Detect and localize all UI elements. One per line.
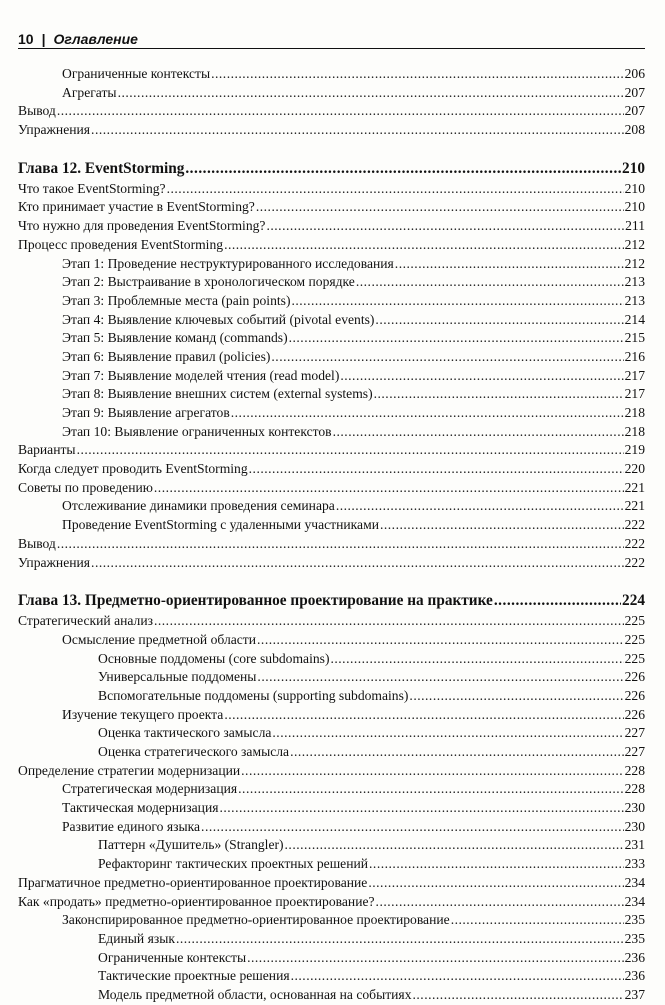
dot-leader <box>271 348 623 367</box>
toc-entry-title: Изучение текущего проекта <box>62 706 224 722</box>
dot-leader <box>368 874 623 893</box>
toc-chapter-entry[interactable] <box>18 590 645 612</box>
toc-entry-title: Упражнения <box>18 554 91 570</box>
dot-leader <box>238 780 623 799</box>
dot-leader <box>340 367 623 386</box>
toc-entry-page: 208 <box>624 122 645 138</box>
toc-entry-title: Этап 2: Выстраивание в хронологическом порядке <box>62 274 355 290</box>
toc-entry-page: 218 <box>624 423 645 439</box>
toc-entry-title: Варианты <box>18 442 76 458</box>
toc-entry[interactable] <box>18 818 645 837</box>
toc-entry-title: Модель предметной области, основанная на событиях <box>98 986 412 1002</box>
toc-entry[interactable] <box>18 180 645 199</box>
toc-entry-title: Что такое EventStorming? <box>18 180 166 196</box>
toc-entry-title: Тактические проектные решения <box>98 968 290 984</box>
toc-entry-title: Глава 12. EventStorming <box>18 159 185 177</box>
dot-leader <box>224 236 624 255</box>
toc-entry-page: 210 <box>622 159 645 177</box>
toc-entry-title: Упражнения <box>18 122 91 138</box>
header-rule <box>18 48 645 49</box>
toc-entry[interactable] <box>18 631 645 650</box>
chapter-spacer <box>18 140 645 158</box>
toc-entry[interactable] <box>18 911 645 930</box>
toc-entry-title: Рефакторинг тактических проектных решений <box>98 856 369 872</box>
toc-entry-title: Вспомогательные поддомены (supporting subdomains) <box>98 687 409 703</box>
dot-leader <box>380 516 624 535</box>
dot-leader <box>290 743 624 762</box>
dot-leader <box>91 554 624 573</box>
toc-entry-title: Этап 8: Выявление внешних систем (external systems) <box>62 386 373 402</box>
dot-leader <box>257 631 624 650</box>
toc-entry-page: 224 <box>622 592 645 610</box>
toc-entry-title: Агрегаты <box>62 84 117 100</box>
toc-entry[interactable] <box>18 102 645 121</box>
toc-entry-page: 231 <box>624 837 645 853</box>
toc-entry-page: 226 <box>624 669 645 685</box>
toc-entry[interactable] <box>18 724 645 743</box>
toc-entry-title: Вывод <box>18 103 56 119</box>
toc-entry-title: Развитие единого языка <box>62 818 201 834</box>
dot-leader <box>333 423 624 442</box>
dot-leader <box>494 590 621 612</box>
toc-entry-title: Этап 1: Проведение неструктурированного исследования <box>62 255 394 271</box>
page-number: 10 <box>18 31 34 47</box>
toc-entry[interactable] <box>18 255 645 274</box>
toc-entry-title: Законспирированное предметно-ориентированное проектирование <box>62 912 450 928</box>
dot-leader <box>375 311 623 330</box>
toc-entry-title: Стратегический анализ <box>18 613 153 629</box>
toc-entry[interactable] <box>18 949 645 968</box>
toc-entry-page: 211 <box>625 218 645 234</box>
toc-entry[interactable] <box>18 855 645 874</box>
toc-entry-title: Этап 3: Проблемные места (pain points) <box>62 292 291 308</box>
toc-entry-page: 213 <box>624 292 645 308</box>
toc-entry[interactable] <box>18 84 645 103</box>
toc-entry-page: 213 <box>624 274 645 290</box>
toc-entry[interactable] <box>18 780 645 799</box>
toc-entry-page: 217 <box>624 386 645 402</box>
toc-entry-title: Этап 10: Выявление ограниченных контекстов <box>62 423 332 439</box>
dot-leader <box>395 255 624 274</box>
toc-entry[interactable] <box>18 441 645 460</box>
toc-entry-title: Паттерн «Душитель» (Strangler) <box>98 837 284 853</box>
toc-entry[interactable] <box>18 668 645 687</box>
toc-entry[interactable] <box>18 554 645 573</box>
toc-entry-page: 228 <box>624 762 645 778</box>
toc-entry[interactable] <box>18 273 645 292</box>
dot-leader <box>256 198 624 217</box>
toc-entry-title: Этап 9: Выявление агрегатов <box>62 405 230 420</box>
dot-leader <box>291 292 623 311</box>
toc-entry[interactable] <box>18 121 645 140</box>
toc-entry-title: Определение стратегии модернизации <box>18 762 241 778</box>
toc-entry[interactable] <box>18 236 645 255</box>
toc-entry-page: 214 <box>624 311 645 327</box>
toc-entry-title: Отслеживание динамики проведения семинара <box>62 498 335 514</box>
toc-entry[interactable] <box>18 479 645 498</box>
toc-entry-title: Процесс проведения EventStorming <box>18 236 224 252</box>
toc-entry-title: Ограниченные контексты <box>98 949 247 965</box>
toc-entry-page: 236 <box>624 949 645 965</box>
toc-entry-page: 225 <box>624 650 645 666</box>
toc-entry-page: 207 <box>624 103 645 119</box>
toc-entry-title: Советы по проведению <box>18 479 153 495</box>
dot-leader <box>154 479 624 498</box>
dot-leader <box>167 180 624 199</box>
toc-entry-title: Универсальные поддомены <box>98 669 257 685</box>
toc-entry-title: Вывод <box>18 535 56 551</box>
toc-entry-page: 220 <box>624 461 645 477</box>
dot-leader <box>289 329 624 348</box>
toc-entry-page: 233 <box>624 856 645 872</box>
dot-leader <box>413 986 624 1005</box>
toc-entry-page: 230 <box>624 800 645 816</box>
dot-leader <box>249 460 624 479</box>
toc-entry-title: Что нужно для проведения EventStorming? <box>18 218 266 234</box>
dot-leader <box>176 930 624 949</box>
toc-entry[interactable] <box>18 743 645 762</box>
toc-entry[interactable] <box>18 385 645 404</box>
toc-entry-page: 228 <box>624 781 645 797</box>
toc-entry-page: 235 <box>624 912 645 928</box>
toc-entry[interactable] <box>18 348 645 367</box>
toc-entry-title: Как «продать» предметно-ориентированное проектирование? <box>18 893 375 909</box>
toc-entry-title: Основные поддомены (core subdomains) <box>98 650 330 666</box>
toc-entry[interactable] <box>18 217 645 236</box>
dot-leader <box>272 724 623 743</box>
dot-leader <box>285 836 624 855</box>
dot-leader <box>231 404 624 423</box>
toc-entry-title: Кто принимает участие в EventStorming? <box>18 199 255 215</box>
toc-entry-title: Проведение EventStorming с удаленными участниками <box>62 517 379 533</box>
toc-entry[interactable] <box>18 423 645 442</box>
toc-entry[interactable] <box>18 874 645 893</box>
toc-entry-title: Осмысление предметной области <box>62 631 257 647</box>
toc-entry[interactable] <box>18 930 645 949</box>
dot-leader <box>224 706 623 725</box>
toc-entry[interactable] <box>18 460 645 479</box>
toc-entry[interactable] <box>18 799 645 818</box>
toc-entry-page: 235 <box>624 930 645 946</box>
toc-entry-page: 218 <box>624 405 645 420</box>
dot-leader <box>257 668 623 687</box>
dot-leader <box>369 855 624 874</box>
toc-entry-page: 225 <box>624 631 645 647</box>
chapter-spacer <box>18 572 645 590</box>
toc-entry-title: Когда следует проводить EventStorming <box>18 461 248 477</box>
dot-leader <box>266 217 624 236</box>
dot-leader <box>91 121 624 140</box>
toc-entry-page: 210 <box>624 199 645 215</box>
running-title: Оглавление <box>53 31 138 47</box>
toc-entry[interactable] <box>18 198 645 217</box>
toc-entry-page: 222 <box>624 517 645 533</box>
toc-entry-title: Оценка стратегического замысла <box>98 744 290 759</box>
toc-entry-title: Оценка тактического замысла <box>98 725 272 741</box>
toc-entry[interactable] <box>18 612 645 631</box>
toc-entry[interactable] <box>18 535 645 554</box>
toc-entry[interactable] <box>18 329 645 348</box>
toc-entry-title: Этап 4: Выявление ключевых событий (pivotal events) <box>62 311 375 327</box>
toc-entry-page: 227 <box>624 744 645 759</box>
dot-leader <box>376 893 624 912</box>
dot-leader <box>336 497 624 516</box>
toc-entry[interactable] <box>18 687 645 706</box>
toc-entry-page: 230 <box>624 818 645 834</box>
toc-entry-title: Тактическая модернизация <box>62 800 219 816</box>
toc-entry-title: Глава 13. Предметно-ориентированное проектирование на практике <box>18 592 493 610</box>
toc-entry[interactable] <box>18 836 645 855</box>
toc-entry-page: 219 <box>624 442 645 458</box>
toc-entry-page: 222 <box>624 535 645 551</box>
toc-entry-page: 234 <box>624 874 645 890</box>
toc-entry[interactable] <box>18 497 645 516</box>
dot-leader <box>201 818 624 837</box>
toc-entry-page: 234 <box>624 893 645 909</box>
toc-entry-page: 221 <box>624 479 645 495</box>
toc-entry[interactable] <box>18 516 645 535</box>
toc-entry-title: Прагматичное предметно-ориентированное проектирование <box>18 874 368 890</box>
dot-leader <box>57 535 624 554</box>
toc-entry[interactable] <box>18 311 645 330</box>
toc-entry-page: 222 <box>624 554 645 570</box>
toc-entry-page: 236 <box>624 968 645 984</box>
dot-leader <box>118 84 624 103</box>
toc-entry-page: 212 <box>624 236 645 252</box>
toc-entry-title: Этап 7: Выявление моделей чтения (read model) <box>62 367 340 383</box>
toc-entry-page: 237 <box>624 986 645 1002</box>
toc-entry[interactable] <box>18 762 645 781</box>
dot-leader <box>356 273 624 292</box>
dot-leader <box>451 911 624 930</box>
toc-chapter-entry[interactable] <box>18 158 645 180</box>
toc-entry-page: 226 <box>624 706 645 722</box>
toc-entry-page: 206 <box>624 66 645 81</box>
running-header <box>18 30 645 48</box>
toc-entry[interactable] <box>18 65 645 84</box>
dot-leader <box>241 762 623 781</box>
toc-entry[interactable] <box>18 967 645 986</box>
dot-leader <box>374 385 624 404</box>
toc-entry[interactable] <box>18 986 645 1005</box>
toc-entry-page: 212 <box>624 255 645 271</box>
toc-entry-title: Ограниченные контексты <box>62 66 211 81</box>
toc-entry-page: 227 <box>624 725 645 741</box>
toc-entry-page: 226 <box>624 687 645 703</box>
dot-leader <box>219 799 623 818</box>
dot-leader <box>57 102 624 121</box>
toc-entry[interactable] <box>18 404 645 423</box>
toc-entry[interactable] <box>18 650 645 669</box>
toc-entry[interactable] <box>18 706 645 725</box>
dot-leader <box>330 650 623 669</box>
toc-entry-title: Этап 5: Выявление команд (commands) <box>62 330 288 346</box>
header-separator: | <box>41 31 46 47</box>
dot-leader <box>409 687 623 706</box>
toc-entry-page: 207 <box>624 84 645 100</box>
toc-entry[interactable] <box>18 292 645 311</box>
toc-entry-page: 221 <box>624 498 645 514</box>
toc-entry-title: Единый язык <box>98 930 175 946</box>
toc-entry[interactable] <box>18 893 645 912</box>
dot-leader <box>291 967 624 986</box>
toc-entry-page: 217 <box>624 367 645 383</box>
toc-entry-page: 210 <box>624 180 645 196</box>
dot-leader <box>211 65 624 84</box>
toc-entry-page: 225 <box>624 613 645 629</box>
toc-entry-title: Этап 6: Выявление правил (policies) <box>62 348 271 364</box>
toc-entry-page: 216 <box>624 348 645 364</box>
toc-entry-page: 215 <box>624 330 645 346</box>
toc-entry[interactable] <box>18 367 645 386</box>
dot-leader <box>77 441 624 460</box>
table-of-contents <box>18 65 645 1005</box>
toc-entry-title: Стратегическая модернизация <box>62 781 238 797</box>
dot-leader <box>154 612 624 631</box>
dot-leader <box>185 158 621 180</box>
dot-leader <box>247 949 624 968</box>
